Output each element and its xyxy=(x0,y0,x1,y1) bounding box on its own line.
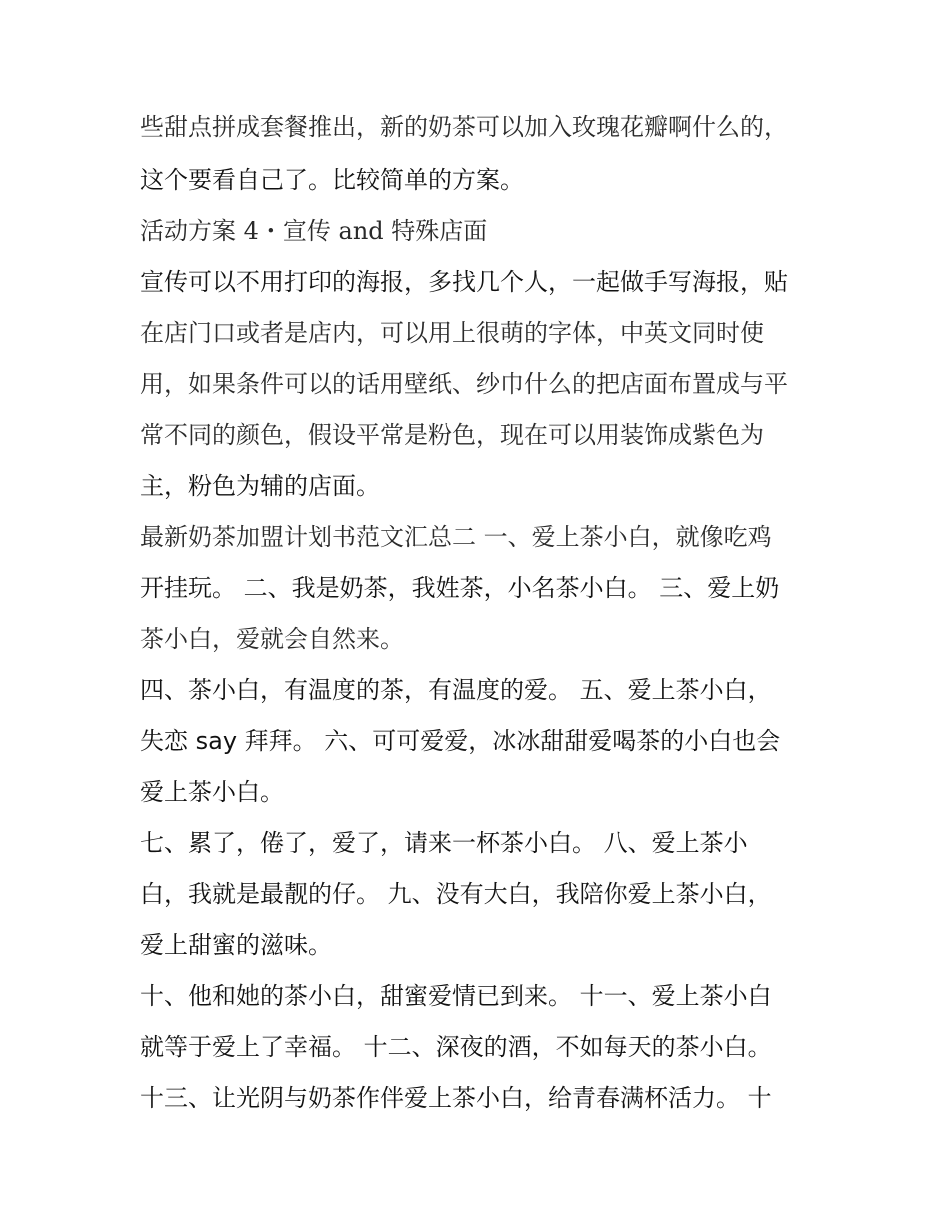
text-line: 爱上茶小白。 xyxy=(140,778,284,806)
text-line: 开挂玩。 二、我是奶茶，我姓茶，小名茶小白。 三、爱上奶 xyxy=(140,574,780,602)
text-line: 七、累了，倦了，爱了，请来一杯茶小白。 八、爱上茶小 xyxy=(140,829,748,857)
text-line: 宣传可以不用打印的海报，多找几个人，一起做手写海报，贴 xyxy=(140,268,788,296)
text-line: 十、他和她的茶小白，甜蜜爱情已到来。 十一、爱上茶小白 xyxy=(140,982,772,1010)
text-line: 失恋 say 拜拜。 六、可可爱爱，冰冰甜甜爱喝茶的小白也会 xyxy=(140,727,781,755)
text-line: 白，我就是最靓的仔。 九、没有大白，我陪你爱上茶小白， xyxy=(140,880,772,908)
text-line: 爱上甜蜜的滋味。 xyxy=(140,931,332,959)
text-line: 主，粉色为辅的店面。 xyxy=(140,472,380,500)
text-line: 些甜点拼成套餐推出，新的奶茶可以加入玫瑰花瓣啊什么的， xyxy=(140,113,788,141)
text-line: 常不同的颜色，假设平常是粉色，现在可以用装饰成紫色为 xyxy=(140,421,764,449)
text-line: 十三、让光阴与奶茶作伴爱上茶小白，给青春满杯活力。 十 xyxy=(140,1084,772,1112)
text-line: 就等于爱上了幸福。 十二、深夜的酒，不如每天的茶小白。 xyxy=(140,1033,772,1061)
text-line: 这个要看自己了。比较简单的方案。 xyxy=(140,166,524,194)
text-line: 最新奶茶加盟计划书范文汇总二 一、爱上茶小白，就像吃鸡 xyxy=(140,523,772,551)
section-heading: 活动方案 4・宣传 and 特殊店面 xyxy=(140,217,488,245)
text-line: 四、茶小白，有温度的茶，有温度的爱。 五、爱上茶小白， xyxy=(140,676,772,704)
text-line: 茶小白，爱就会自然来。 xyxy=(140,625,404,653)
text-line: 用，如果条件可以的话用壁纸、纱巾什么的把店面布置成与平 xyxy=(140,370,788,398)
text-line: 在店门口或者是店内，可以用上很萌的字体，中英文同时使 xyxy=(140,319,764,347)
